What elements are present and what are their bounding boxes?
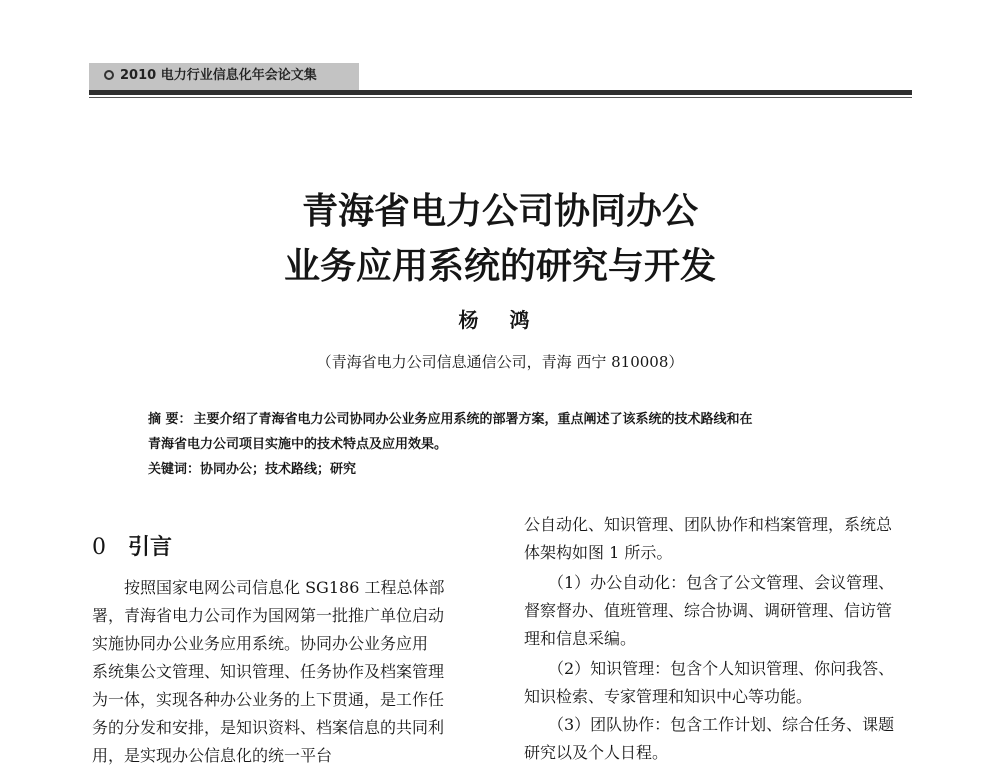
left-column-line: 按照国家电网公司信息化 SG186 工程总体部 [92,578,445,597]
author-name: 杨 鸿 [458,308,542,332]
section-heading-text: 引言 [128,534,173,560]
right-column-line: （2）知识管理：包含个人知识管理、你问我答、 [524,659,895,678]
right-column-line: （3）团队协作：包含工作计划、综合任务、课题 [524,715,895,734]
abstract-text-1: 主要介绍了青海省电力公司协同办公业务应用系统的部署方案，重点阐述了该系统的技术路线和在 [193,412,753,427]
left-column-line: 署，青海省电力公司作为国网第一批推广单位启动 [92,606,445,625]
right-column-line: （1）办公自动化：包含了公文管理、会议管理、 [524,573,895,592]
abstract-label: 摘 要： [148,412,192,427]
journal-logo-icon [104,70,114,80]
right-column-line: 理和信息采编。 [524,629,637,648]
header-rule-thick [89,90,912,95]
abstract-line-2: 青海省电力公司项目实施中的技术特点及应用效果。 [148,437,448,452]
left-column-line: 系统集公文管理、知识管理、任务协作及档案管理 [92,662,445,681]
left-column-line: 为一体，实现各种办公业务的上下贯通，是工作任 [92,690,445,709]
right-column-line: 研究以及个人日程。 [524,743,669,762]
section-number: 0 [92,535,106,560]
left-column-line: 实施协同办公业务应用系统。协同办公业务应用 [92,634,429,653]
header-rule-thin [89,97,912,98]
paper-title-line-2: 业务应用系统的研究与开发 [283,245,716,287]
keywords-text: 协同办公；技术路线；研究 [200,462,357,477]
author-affiliation: （青海省电力公司信息通信公司，青海 西宁 810008） [316,353,684,371]
left-column-line: 务的分发和安排，是知识资料、档案信息的共同利 [92,718,445,737]
paper-title-line-1: 青海省电力公司协同办公 [301,190,698,232]
right-column-line: 公自动化、知识管理、团队协作和档案管理，系统总 [524,515,893,534]
keywords-line [148,461,868,479]
left-column-line: 用，是实现办公信息化的统一平台 [92,746,333,765]
right-column-line: 督察督办、值班管理、综合协调、调研管理、信访管 [524,601,893,620]
keywords-label: 关键词： [148,462,201,477]
right-column-line: 体架构如图 1 所示。 [524,543,673,562]
abstract-line-1 [148,411,868,429]
journal-name: 2010 电力行业信息化年会论文集 [120,68,317,83]
journal-header [104,68,317,84]
section-heading [92,533,172,562]
right-column-line: 知识检索、专家管理和知识中心等功能。 [524,687,813,706]
